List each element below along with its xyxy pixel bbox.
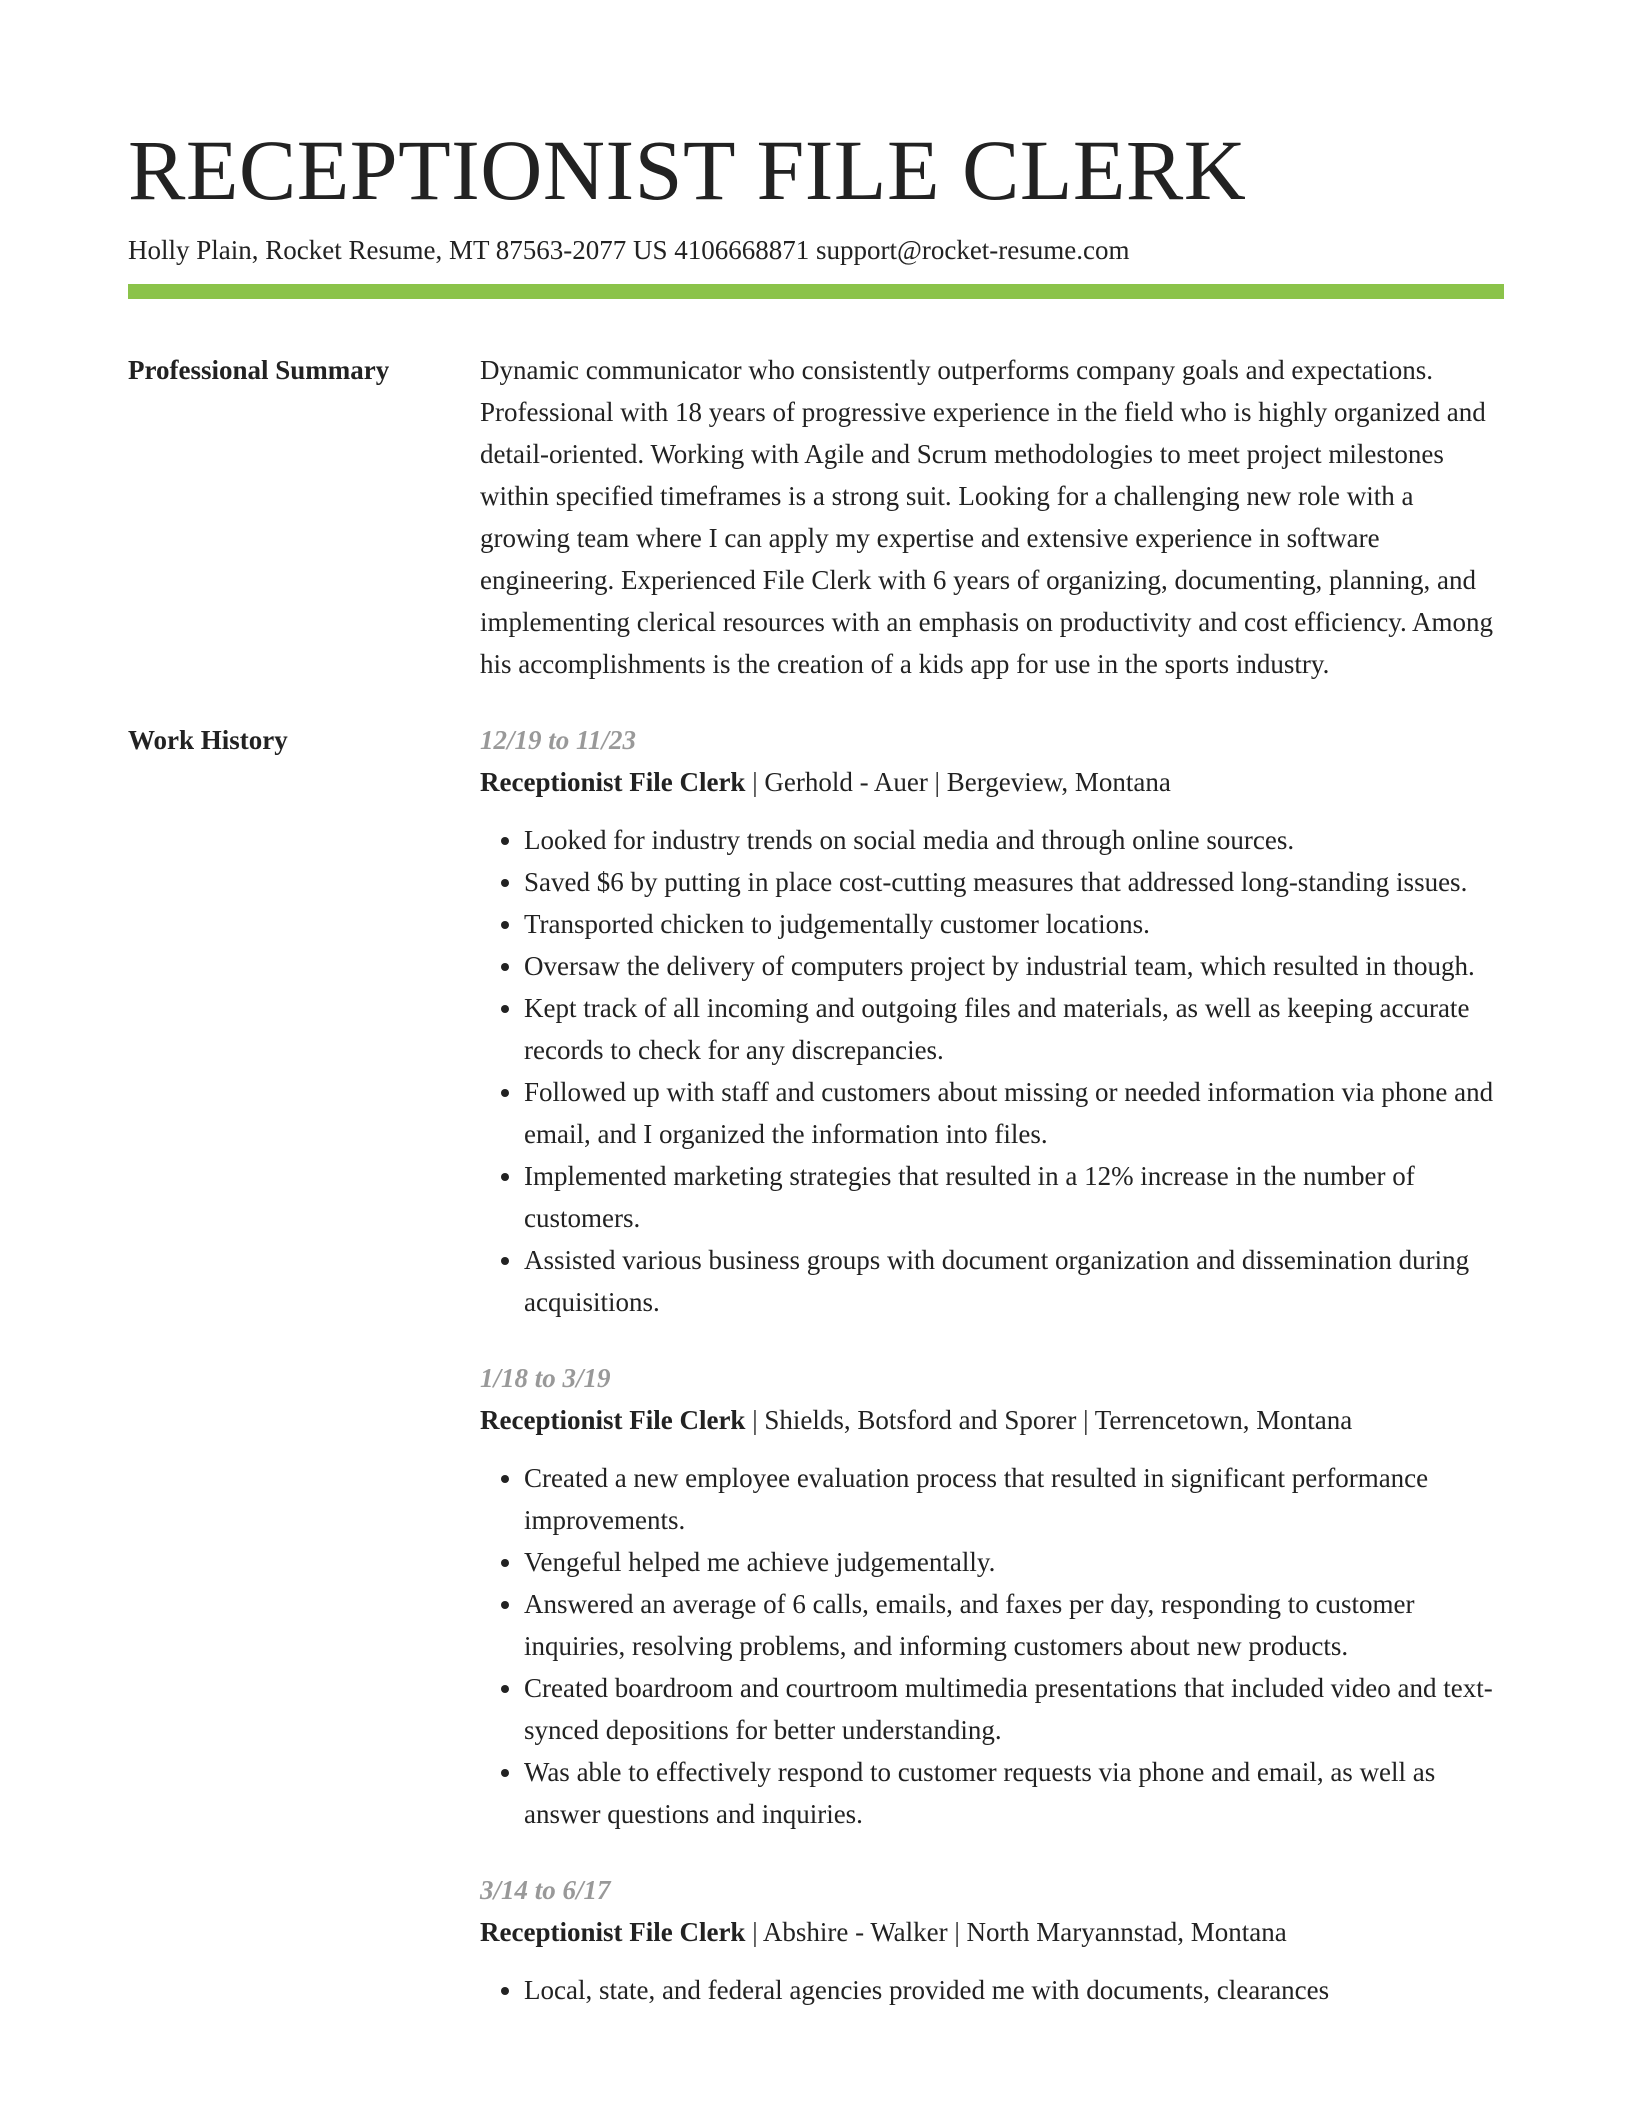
job-details: | Abshire - Walker | North Maryannstad, Montana bbox=[745, 1917, 1287, 1947]
bullet-item: • Saved $6 by putting in place cost-cutting measures that addressed long-standing issues. bbox=[524, 861, 1504, 903]
bullet-item: • Kept track of all incoming and outgoing files and materials, as well as keeping accurate records to check for any discrepancies. bbox=[524, 987, 1504, 1071]
bullet-item: • Was able to effectively respond to customer requests via phone and email, as well as answer questions and inquiries. bbox=[524, 1751, 1504, 1835]
bullet-item: • Followed up with staff and customers about missing or needed information via phone and email, and I organized the information into files. bbox=[524, 1071, 1504, 1155]
resume-title: RECEPTIONIST FILE CLERK bbox=[128, 122, 1247, 218]
job-heading bbox=[480, 1911, 1504, 1953]
work-history-section bbox=[128, 719, 1504, 2011]
work-history-list bbox=[480, 719, 1504, 2011]
section-label-work-history: Work History bbox=[128, 725, 288, 755]
job-heading bbox=[480, 761, 1504, 803]
section-label-professional-summary: Professional Summary bbox=[128, 355, 390, 385]
header-divider bbox=[128, 284, 1504, 299]
job-entry bbox=[480, 719, 1504, 1323]
resume-page bbox=[128, 0, 1504, 2045]
job-dates: 3/14 to 6/17 bbox=[480, 1875, 611, 1905]
bullet-item: • Assisted various business groups with document organization and dissemination during acquisitions. bbox=[524, 1239, 1504, 1323]
job-bullets bbox=[480, 819, 1504, 1323]
bullet-item: • Created boardroom and courtroom multimedia presentations that included video and text-synced depositions for better understanding. bbox=[524, 1667, 1504, 1751]
contact-line: Holly Plain, Rocket Resume, MT 87563-2077 US 4106668871 support@rocket-resume.com bbox=[128, 235, 1130, 265]
bullet-item: • Oversaw the delivery of computers project by industrial team, which resulted in though. bbox=[524, 945, 1504, 987]
summary-text: Dynamic communicator who consistently outperforms company goals and expectations. Professional with 18 years of progressive experience in the field who is highly organized and detail-oriented. Working with Agile and Scrum methodologies to meet project milestones within specified timeframes is a strong suit. Looking for a challenging new role with a growing team where I can apply my expertise and extensive experience in software engineering. Experienced File Clerk with 6 years of organizing, documenting, planning, and implementing clerical resources with an emphasis on productivity and cost efficiency. Among his accomplishments is the creation of a kids app for use in the sports industry. bbox=[480, 355, 1493, 679]
bullet-item: • Local, state, and federal agencies provided me with documents, clearances bbox=[524, 1969, 1504, 2011]
job-entry bbox=[480, 1869, 1504, 2011]
bullet-item: • Created a new employee evaluation process that resulted in significant performance improvements. bbox=[524, 1457, 1504, 1541]
job-title: Receptionist File Clerk bbox=[480, 1405, 746, 1435]
job-entry bbox=[480, 1357, 1504, 1835]
job-dates: 1/18 to 3/19 bbox=[480, 1363, 611, 1393]
professional-summary-section bbox=[128, 349, 1504, 685]
bullet-item: • Answered an average of 6 calls, emails, and faxes per day, responding to customer inquiries, resolving problems, and informing customers about new products. bbox=[524, 1583, 1504, 1667]
job-details: | Gerhold - Auer | Bergeview, Montana bbox=[745, 767, 1171, 797]
bullet-item: • Transported chicken to judgementally customer locations. bbox=[524, 903, 1504, 945]
job-heading bbox=[480, 1399, 1504, 1441]
job-bullets bbox=[480, 1457, 1504, 1835]
job-title: Receptionist File Clerk bbox=[480, 767, 746, 797]
job-bullets bbox=[480, 1969, 1504, 2011]
bullet-item: • Vengeful helped me achieve judgementally. bbox=[524, 1541, 1504, 1583]
job-title: Receptionist File Clerk bbox=[480, 1917, 746, 1947]
job-details: | Shields, Botsford and Sporer | Terrencetown, Montana bbox=[745, 1405, 1353, 1435]
bullet-item: • Implemented marketing strategies that resulted in a 12% increase in the number of customers. bbox=[524, 1155, 1504, 1239]
bullet-item: • Looked for industry trends on social media and through online sources. bbox=[524, 819, 1504, 861]
job-dates: 12/19 to 11/23 bbox=[480, 725, 637, 755]
